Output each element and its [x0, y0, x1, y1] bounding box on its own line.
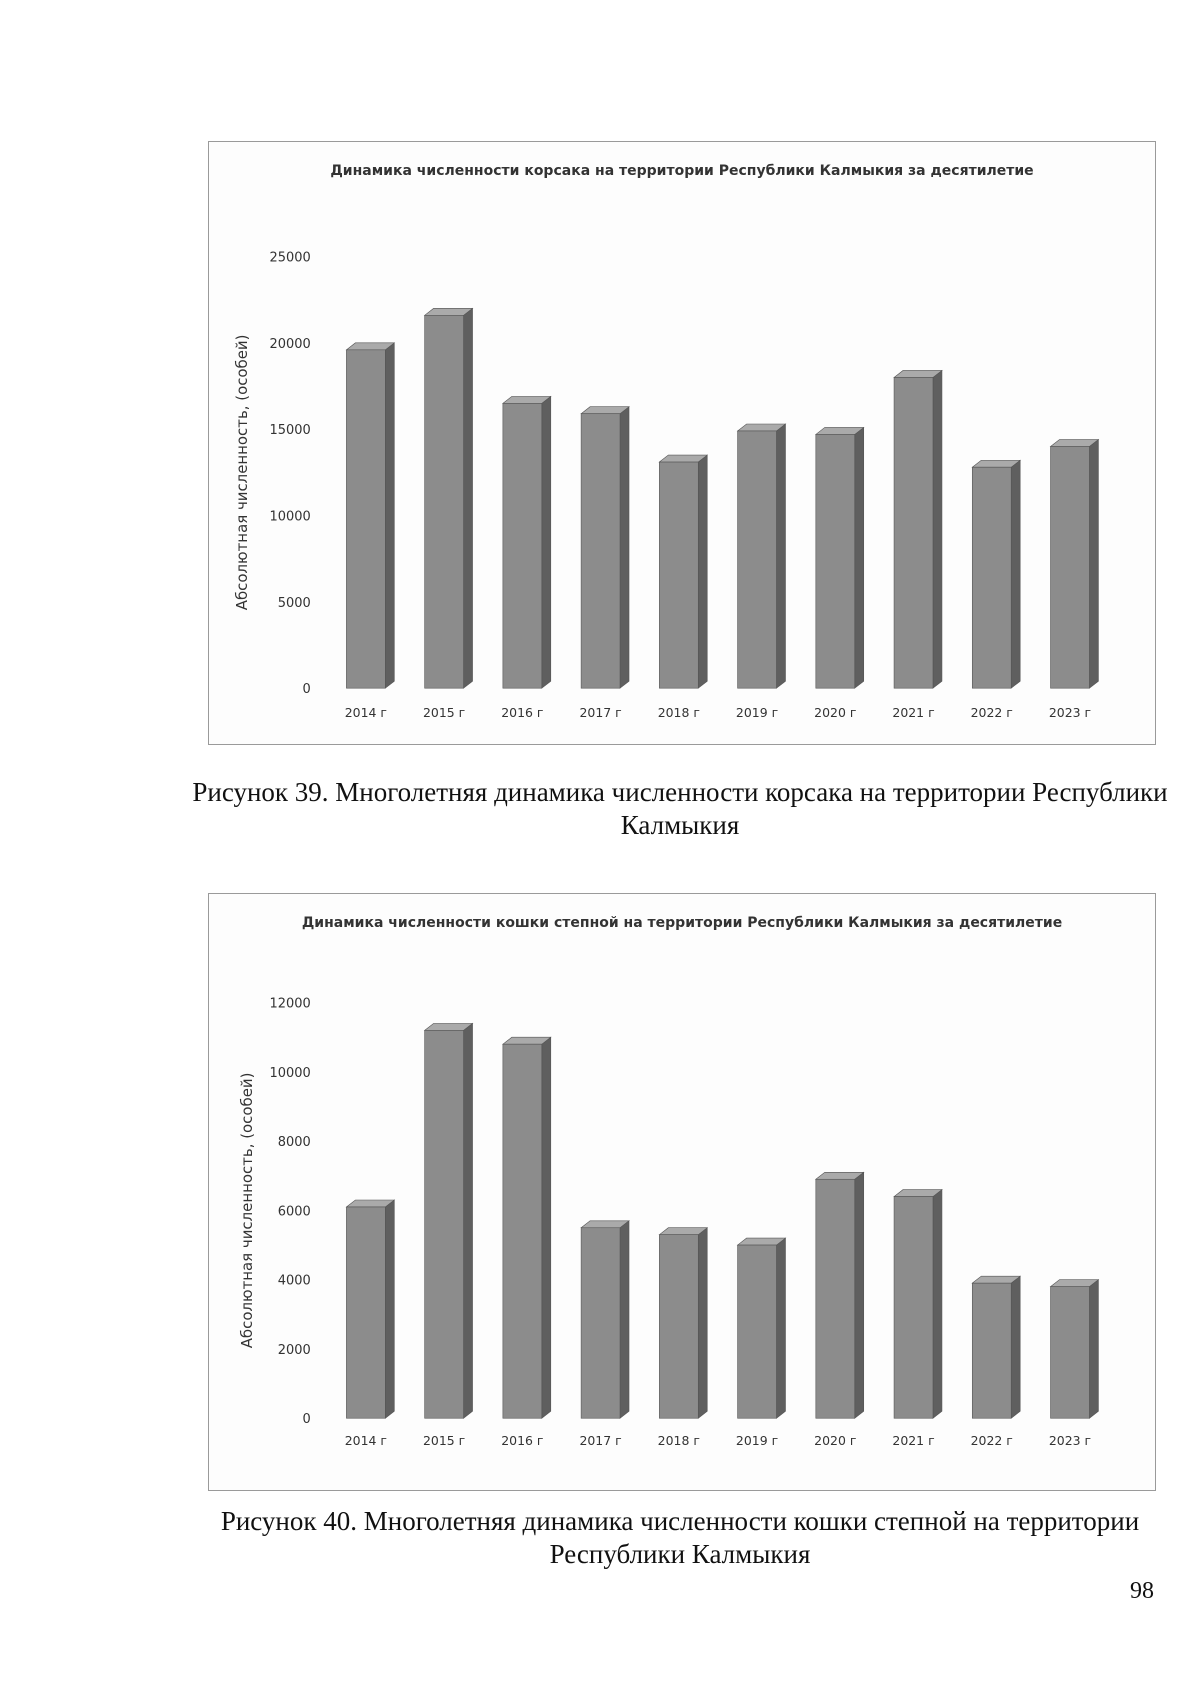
- bar-top: [425, 308, 473, 315]
- x-tick-label: 2014 г: [344, 705, 387, 721]
- bar-side: [1011, 1276, 1020, 1418]
- bar-front: [503, 403, 542, 688]
- bar-front: [581, 414, 620, 688]
- figure-caption: Рисунок 40. Многолетняя динамика численности кошки степной на территории Республики Калмыкия: [220, 1506, 1140, 1569]
- y-tick-label: 25000: [269, 250, 311, 266]
- y-tick-label: 4000: [277, 1273, 311, 1289]
- bar-top: [816, 427, 864, 434]
- bar-front: [738, 1245, 777, 1418]
- bar-top: [738, 1238, 786, 1245]
- y-tick-label: 5000: [277, 595, 311, 611]
- bar-side: [933, 1190, 942, 1419]
- bar-top: [659, 1228, 707, 1235]
- bar: [659, 1228, 707, 1419]
- bar: [738, 424, 786, 688]
- x-tick-label: 2020 г: [814, 1433, 857, 1449]
- bar-side: [855, 427, 864, 688]
- bar-side: [698, 1228, 707, 1419]
- bar-top: [346, 1200, 394, 1207]
- chart-title: Динамика численности кошки степной на территории Республики Калмыкия за десятилетие: [301, 915, 1063, 931]
- bar: [894, 1190, 942, 1419]
- bar-side: [1089, 440, 1098, 689]
- y-tick-label: 6000: [277, 1204, 311, 1220]
- chart-steppe-cat-plot: [209, 894, 1155, 1490]
- bar-front: [972, 467, 1011, 688]
- bar-side: [385, 343, 394, 688]
- bar: [346, 1200, 394, 1418]
- bar-top: [894, 370, 942, 377]
- bar-front: [1051, 1287, 1090, 1419]
- x-tick-label: 2017 г: [579, 705, 622, 721]
- bar-side: [620, 407, 629, 688]
- bar: [738, 1238, 786, 1418]
- bar-front: [972, 1283, 1011, 1418]
- bar: [816, 1172, 864, 1418]
- x-tick-label: 2020 г: [814, 705, 857, 721]
- y-axis-label: Абсолютная численность, (особей): [232, 334, 251, 611]
- bar-side: [698, 455, 707, 688]
- bar-side: [542, 396, 551, 688]
- bar-front: [503, 1044, 542, 1418]
- bar-top: [503, 1037, 551, 1044]
- bar: [894, 370, 942, 688]
- bar-side: [620, 1221, 629, 1418]
- chart-steppe-cat: [208, 893, 1156, 1491]
- bar: [1051, 1280, 1099, 1419]
- x-tick-label: 2022 г: [970, 705, 1013, 721]
- bar: [972, 460, 1020, 688]
- bar-top: [972, 1276, 1020, 1283]
- figure-caption: Рисунок 39. Многолетняя динамика численности корсака на территории Республики Калмыкия: [192, 777, 1168, 840]
- x-tick-label: 2015 г: [422, 1433, 466, 1449]
- y-tick-label: 20000: [269, 336, 311, 352]
- bar-side: [464, 1023, 473, 1418]
- bar: [346, 343, 394, 688]
- bar-top: [581, 1221, 629, 1228]
- y-tick-label: 8000: [277, 1135, 311, 1151]
- bar-top: [503, 396, 551, 403]
- x-tick-label: 2022 г: [970, 1433, 1013, 1449]
- bar-side: [385, 1200, 394, 1418]
- bar-front: [659, 1235, 698, 1419]
- bar-front: [425, 315, 464, 688]
- y-axis-label: Абсолютная численность, (особей): [237, 1072, 256, 1349]
- bar: [659, 455, 707, 688]
- bar-side: [1089, 1280, 1098, 1419]
- bar-front: [1051, 447, 1090, 689]
- y-tick-label: 10000: [269, 1065, 311, 1081]
- bar-side: [777, 1238, 786, 1418]
- bar-side: [542, 1037, 551, 1418]
- chart-korsak: [208, 141, 1156, 745]
- page-number: 98: [1130, 1578, 1154, 1604]
- bar-side: [855, 1172, 864, 1418]
- bar-top: [581, 407, 629, 414]
- y-tick-label: 0: [302, 682, 311, 698]
- x-tick-label: 2019 г: [735, 705, 779, 721]
- x-tick-label: 2019 г: [735, 1433, 779, 1449]
- bar: [581, 407, 629, 688]
- bar: [1051, 440, 1099, 689]
- bar-front: [816, 1179, 855, 1418]
- bar: [972, 1276, 1020, 1418]
- y-tick-label: 0: [302, 1412, 311, 1428]
- y-tick-label: 12000: [269, 996, 311, 1012]
- x-tick-label: 2016 г: [501, 705, 544, 721]
- bar-top: [425, 1023, 473, 1030]
- bar-side: [777, 424, 786, 688]
- bar: [816, 427, 864, 688]
- bar-front: [659, 462, 698, 688]
- bar-front: [894, 377, 933, 688]
- bar-side: [933, 370, 942, 688]
- x-tick-label: 2014 г: [344, 1433, 387, 1449]
- x-tick-label: 2018 г: [657, 1433, 700, 1449]
- bar-top: [659, 455, 707, 462]
- bar-front: [738, 431, 777, 688]
- y-tick-label: 2000: [277, 1342, 311, 1358]
- chart-title: Динамика численности корсака на территории Республики Калмыкия за десятилетие: [330, 163, 1034, 179]
- x-tick-label: 2023 г: [1048, 1433, 1092, 1449]
- bar-front: [816, 434, 855, 688]
- bar-front: [425, 1030, 464, 1418]
- bar: [503, 396, 551, 688]
- bar-top: [1051, 1280, 1099, 1287]
- bar-side: [464, 308, 473, 688]
- bar-top: [894, 1190, 942, 1197]
- bar-front: [346, 1207, 385, 1418]
- bar-front: [581, 1228, 620, 1418]
- bar-front: [346, 350, 385, 688]
- bar-side: [1011, 460, 1020, 688]
- bar-top: [972, 460, 1020, 467]
- bar-top: [346, 343, 394, 350]
- x-tick-label: 2017 г: [579, 1433, 622, 1449]
- y-tick-label: 10000: [269, 509, 311, 525]
- chart-korsak-plot: [209, 142, 1155, 744]
- bar: [425, 308, 473, 688]
- bar-top: [816, 1172, 864, 1179]
- x-tick-label: 2015 г: [422, 705, 466, 721]
- x-tick-label: 2023 г: [1048, 705, 1092, 721]
- x-tick-label: 2018 г: [657, 705, 700, 721]
- bar-top: [1051, 440, 1099, 447]
- bar-top: [738, 424, 786, 431]
- x-tick-label: 2016 г: [501, 1433, 544, 1449]
- bar: [425, 1023, 473, 1418]
- bar-front: [894, 1197, 933, 1419]
- bar: [581, 1221, 629, 1418]
- y-tick-label: 15000: [269, 423, 311, 439]
- x-tick-label: 2021 г: [892, 1433, 935, 1449]
- x-tick-label: 2021 г: [892, 705, 935, 721]
- bar: [503, 1037, 551, 1418]
